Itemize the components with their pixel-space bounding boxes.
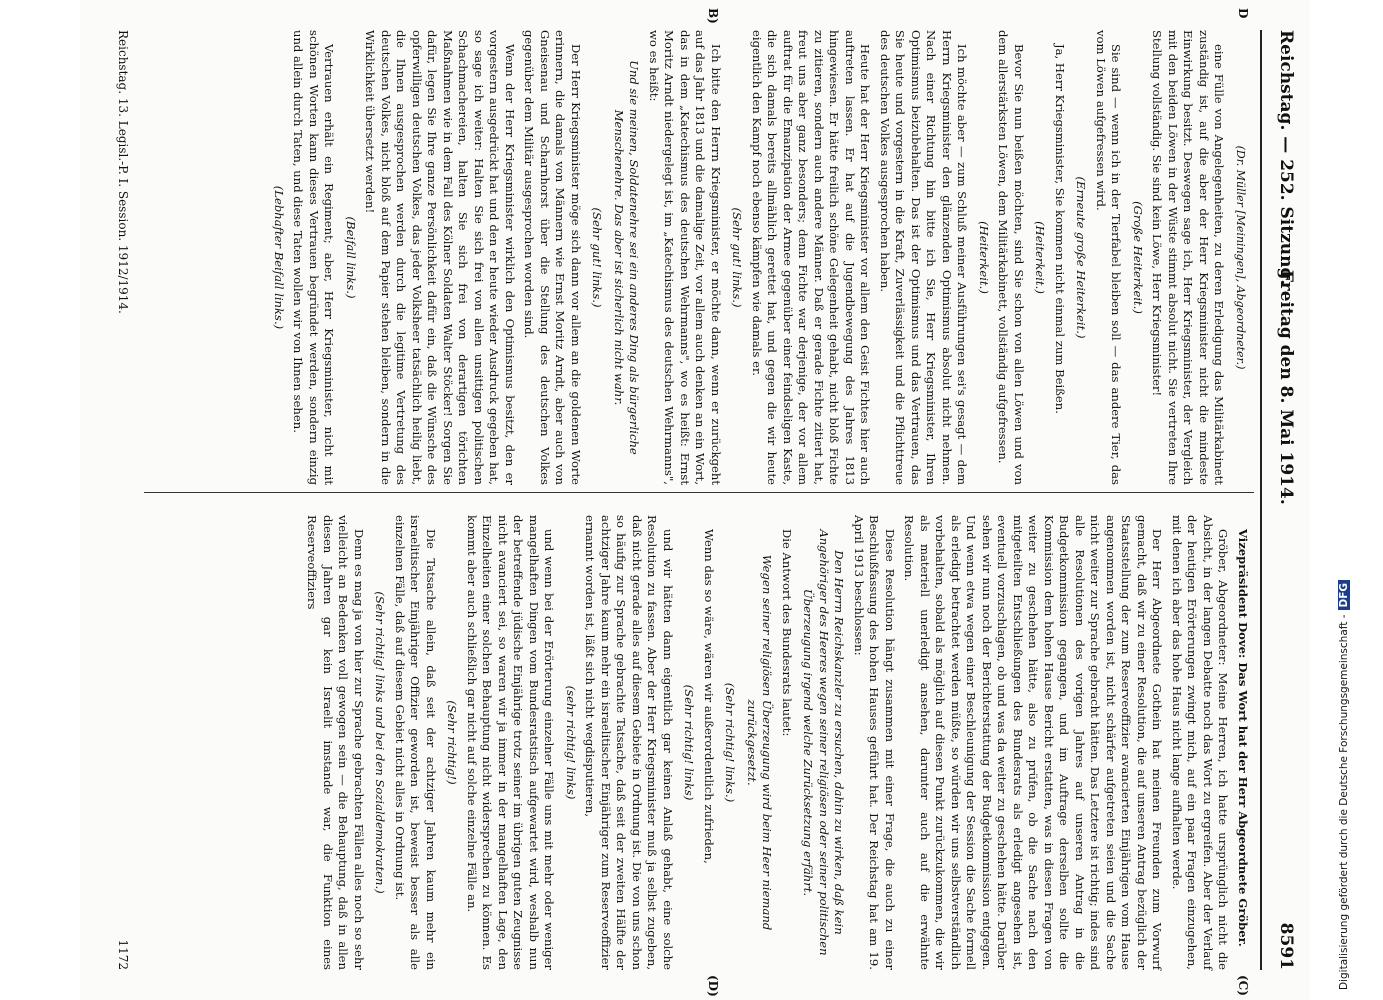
credit-text: Digitalisierung gefördert durch die Deutsche Forschungsgemeinschaft - [1338, 614, 1350, 990]
reaction: (Heiterkeit.) [1033, 221, 1048, 294]
paragraph: Wenn das so wäre, wären wir außerordentlich zufrieden, [702, 529, 716, 864]
footer-legislature: Reichstag. 13. Legisl.-P. I. Session. 1912/1914. [116, 30, 130, 314]
quotation: Den Herrn Reichskanzler zu ersuchen, dahin zu wirken, daß kein Angehöriger des Heeres wegen seiner religiösen oder seiner politischen Überzeugung irgend welche Zurücksetzung erfährt. [801, 529, 847, 956]
reaction: (Beifall links.) [344, 216, 358, 299]
page-footer [110, 30, 130, 970]
margin-mark-c: (C) [1236, 975, 1250, 996]
reaction: (Sehr richtig! links) [682, 684, 697, 801]
paragraph: Sie sind — wenn ich in der Tierfabel bleiben soll — das andere Tier, das vom Löwen aufgefressen wird. [1094, 30, 1124, 485]
reaction: (Heiterkeit.) [977, 221, 991, 294]
scanned-page [80, 0, 1310, 1000]
speaker-intro: (Dr. Müller [Meiningen], Abgeordneter.) [1234, 145, 1247, 370]
paragraph: Wenn der Herr Kriegsminister wirklich den Optimismus besitzt, den er vorgestern ausgedrückt hat und den er heute wieder Ausdruck gegeben hat, so sage ich weiter: Halten Sie sich frei von allen unsittigen politischen Schachmachereien, halten Sie sich frei von derartigen törichten Maßnahmen wie in dem Fall des Kölner Soldaten Walter Stöcker! Sorgen Sie dafür, legen Sie Ihre ganze Persönlichkeit dafür ein, daß die Wünsche des opferwilligen deutschen Volkes, das jeder Volksheer tatsächlich heilig liebt, die Ihnen ausgesprochen werden durch die legitime Vertretung des deutschen Volkes, nicht bloß auf dem Papier stehen bleiben, sondern in die Wirklichkeit übersetzt werden! [363, 30, 517, 485]
reaction: (Lebhafter Beifall links.) [272, 185, 286, 330]
paragraph: Die Antwort des Bundesrats lautet: [780, 529, 794, 737]
paragraph: Vertrauen erhält ein Regiment; aber, Herr Kriegsminister, nicht mit schönen Worten kann dieses Vertrauen begründet werden, sondern einzig und allein durch Taten, und diese Taten wollen wir von Ihnen sehen. [291, 30, 337, 485]
paragraph: Denn es mag ja von hier zur Sprache gebrachten Fällen alles noch so sehr vielleicht an Bedenken voll gewogen sein — die Behauptung, daß in allen diesen Jahren gar kein Israelit imstande war, die Funktion eines Reserveoffiziers [305, 515, 366, 970]
paragraph: eine Fülle von Angelegenheiten, zu deren Erledigung das Militärkabinett zuständig ist, auf die aber der Herr Kriegsminister nicht die mindeste Einwirkung besitzt. Deswegen sage ich, Herr Kriegsminister, der Vergleich mit den beiden Löwen in der Wüste stimmt absolut nicht. Sie vertreten Ihre Stellung vollständig. Sie sind kein Löwe, Herr Kriegsminister! [1150, 30, 1227, 485]
header-page-number: 8591 [1276, 922, 1296, 970]
column-divider [144, 492, 1254, 493]
paragraph: Bevor Sie nun beißen möchten, sind Sie schon von allen Löwen und von dem allerstärksten Löwen, dem Militärkabinett, vollständig aufgefressen. [996, 30, 1026, 485]
reaction: (Große Heiterkeit.) [1131, 201, 1145, 314]
paragraph: Diese Resolution hängt zusammen mit einer Frage, die auch zu einer Beschlußfassung des hohen Hauses geführt hat. Der Reichstag hat am 19. April 1913 beschlossen: [852, 515, 897, 970]
reaction: (sehr richtig! links) [564, 685, 578, 800]
header-date: Freitag den 8. Mai 1914. [1276, 270, 1296, 505]
reaction: (Sehr richtig! links.) [723, 682, 738, 803]
footer-sheet-number: 1172 [116, 939, 130, 970]
quotation: Und sie meinen, Soldatenehre sei ein anderes Ding als bürgerliche Menschenehre. Das aber ist sicherlich nicht wahr. [612, 60, 642, 455]
paragraph: Der Herr Abgeordnete Gothein hat meinen Freunden zum Vorwurf gemacht, daß wir zu einer Resolution, die auf unseren Antrag bezüglich der Staatsstellung der zum Reserveoffizier avancierten Einjährigen vom Hause angenommen worden ist, nicht schärfer aufgetreten seien und die Sache nicht weiter zur Sprache gebracht hätten. Das Letztere ist richtig; indes sind alle Resolutionen des vorigen Jahres auf unseren Antrag in die Budgetkommission gegangen, und im Auftrage derselben sollte die Kommission dem hohen Hause Bericht erstatten, was in diesen Fragen von weiter zu geschehen hätte, also zu prüfen, ob die Sache nach den mitgeteilten Entschließungen des Bundesrats als erledigt angesehen ist, eventuell vorzuschlagen, ob und was da weiter zu geschehen hätte. Darüber sehen wir nun noch der Berichterstattung der Budgetkommission entgegen. Und wenn etwa wegen einer Beschleunigung der Session die Sache formell als erledigt betrachtet werden müßte, so würden wir uns selbstverständlich vorbehalten, sobald als möglich auf diesen Punkt zurückzukommen, die wir als materiell unerledigt ansehen, darunter auch auf die erwähnte Resolution. [902, 515, 1165, 970]
paragraph: und wenn bei der Erörterung einzelner Fälle uns mit mehr oder weniger mangelhaften Dingen vom Bundesratstisch aufgewartet wird, weshalb nun der betreffende jüdische Einjährige trotz seiner im übrigen guten Zeugnisse nicht avanciert sei, so waren wir ja immer in der mangelhaften Lage, den Einzelheiten einer solchen Behauptung nicht widersprechen zu können. Es kommt aber auch schließlich gar nicht auf solche einzelne Fälle an. [465, 515, 557, 970]
left-column [150, 30, 1250, 485]
reaction: (Erneute große Heiterkeit.) [1074, 176, 1089, 339]
paragraph: Vizepräsident Dove: Das Wort hat der Herr Abgeordnete Gröber. [1236, 529, 1250, 947]
paragraph: Ich möchte aber — zum Schluß meiner Ausführungen sei's gesagt — dem Herrn Kriegsminister den glänzenden Optimismus absolut nicht nehmen. Nach einer Richtung hin bitte ich Sie, Herr Kriegsminister, Ihren Optimismus beizubehalten. Das ist der Optimismus und das Vertrauen, das Sie heute und vorgestern in die Kraft, Zuverlässigkeit und die Pflichttreue des deutschen Volkes ausgesprochen haben. [878, 30, 970, 485]
rotated-page-content [80, 0, 1310, 1000]
margin-mark-left-top: D [1236, 8, 1250, 19]
quotation: Wegen seiner religiösen Überzeugung wird beim Heer niemand zurückgesetzt. [745, 554, 775, 931]
paragraph: Gröber, Abgeordneter: Meine Herren, ich hatte ursprünglich nicht die Absicht, in der langen Debatte noch das Wort zu ergreifen. Aber der Verlauf der heutigen Erörterungen zwingt mich, auf ein paar Fragen einzugehen, mit denen ich aber das hohe Haus nicht lange aufhalten werde. [1170, 515, 1231, 970]
paragraph: Heute hat der Herr Kriegsminister vor allem den Geist Fichtes hier auch auftreten lassen. Er hat auf die Jugendbewegung des Jahres 1813 hingewiesen. Er hätte freilich schöne Gelegenheit gehabt, nicht bloß Fichte zu zitieren, sondern auch andere Männer. Daß er gerade Fichte zitiert hat, freut uns aber ganz besonders; denn Fichte war derjenige, der vor allem auftrat für die Emanzipation der Armee gegenüber einer feindseligen Kaste, die sich damals bereits allmählich gerettet hat, und gegen die wir heute eigentlich den Kampf noch ebenso kämpfen wie damals er. [750, 30, 873, 485]
right-column [150, 515, 1250, 970]
reaction: (Sehr gut! links.) [730, 207, 745, 308]
reaction: (Sehr gut! links.) [590, 207, 605, 308]
paragraph: Ich bitte den Herrn Kriegsminister, er möchte dann, wenn er zurückgeht auf das Jahr 1813 und die damalige Zeit, vor allem auch denken an ein Wort, das in dem „Katechismus des deutschen Wehrmanns", wo es heißt: Ernst Moritz Arndt niedergelegt ist, im „Katechismus des deutschen Wehrmanns", wo es heißt: [647, 30, 723, 485]
header-rule [1260, 30, 1262, 970]
margin-mark-d: (D) [706, 975, 720, 997]
dfg-logo: DFG [1338, 580, 1350, 611]
paragraph: und wir hätten dann eigentlich gar keinen Anlaß gehabt, eine solche Resolution zu fassen. Aber der Herr Kriegsminister muß ja selbst zugeben, daß nicht gerade alles auf diesem Gebiete in Ordnung ist. Die von uns schon so häufig zur Sprache gebrachte Tatsache, daß seit der zweiten Hälfte der achtziger Jahre kaum mehr ein israelitischer Einjähriger zum Reserveoffizier ernannt worden ist, läßt sich nicht wegdisputieren, [583, 515, 675, 970]
digitization-credit [1338, 390, 1350, 990]
page-header [1256, 30, 1296, 970]
paragraph: Ja, Herr Kriegsminister, Sie kommen nicht einmal zum Beißen. [1053, 44, 1067, 414]
header-session: Reichstag. — 252. Sitzung. [1276, 30, 1296, 286]
reaction: (Sehr richtig!) [445, 700, 460, 785]
paragraph: Der Herr Kriegsminister möge sich dann vor allem an die goldenen Worte erinnern, die damals von Männern wie Ernst Moritz Arndt, aber auch von Gneisenau und Scharnhorst über die Stellung des deutschen Volkes gegenüber dem Militär ausgesprochen worden sind. [522, 30, 583, 485]
margin-mark-b: B) [706, 8, 720, 24]
reaction: (Sehr richtig! links und bei den Sozialdemokraten.) [373, 591, 388, 894]
paragraph: Die Tatsache allein, daß seit der achtziger Jahren kaum mehr ein israelitischer Einjähriger Offizier geworden ist, beweist besser als alle einzelnen Fälle, daß auf diesem Gebiet nicht alles in Ordnung ist. [393, 515, 438, 970]
